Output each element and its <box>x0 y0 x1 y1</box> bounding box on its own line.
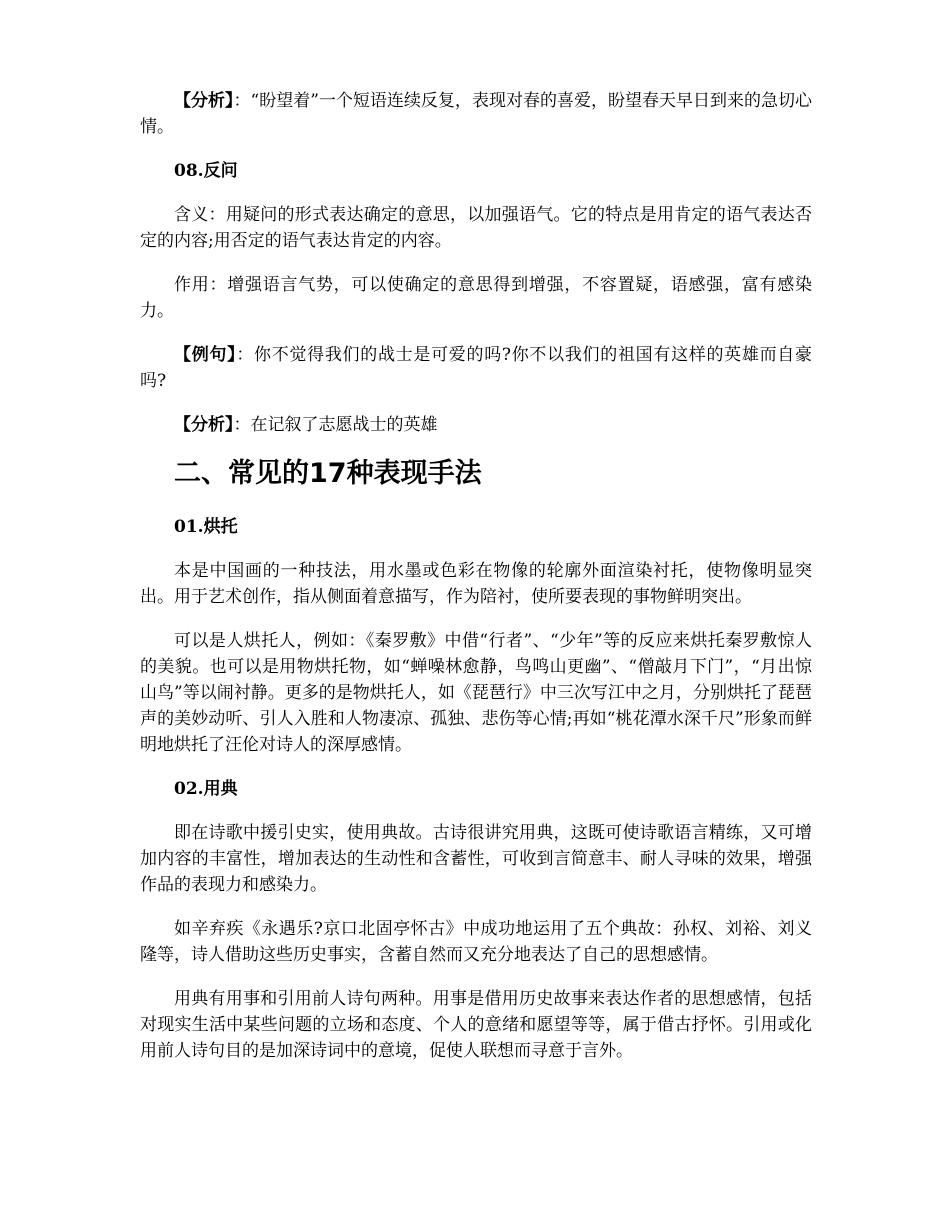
allusion-paragraph-2: 如辛弃疾《永遇乐?京口北固亭怀古》中成功地运用了五个典故：孙权、刘裕、刘义隆等，诗人借助这些历史事实，含蓄自然而又充分地表达了自己的思想感情。 <box>140 919 812 965</box>
analysis-label: 【分析】 <box>174 91 234 111</box>
analysis-text: ：“盼望着”一个短语连续反复，表现对春的喜爱，盼望春天早日到来的急切心情。 <box>140 91 812 137</box>
meaning-paragraph: 含义：用疑问的形式表达确定的意思，以加强语气。它的特点是用肯定的语气表达否定的内容;用否定的语气表达肯定的内容。 <box>140 205 812 251</box>
section-title: 二、常见的17种表现手法 <box>174 458 482 489</box>
example-text: ：你不觉得我们的战士是可爱的吗?你不以我们的祖国有这样的英雄而自豪吗? <box>140 345 812 391</box>
allusion-paragraph-1: 即在诗歌中援引史实，使用典故。古诗很讲究用典，这既可使诗歌语言精练，又可增加内容的丰富性，增加表达的生动性和含蓄性，可收到言简意丰、耐人寻味的效果，增强作品的表现力和感染力。 <box>140 823 812 895</box>
analysis-label-2: 【分析】 <box>174 415 234 435</box>
analysis-paragraph-2 <box>140 412 812 438</box>
document-page <box>140 88 812 1082</box>
subheading-foil: 01.烘托 <box>174 517 238 537</box>
analysis-paragraph <box>140 88 812 140</box>
example-label: 【例句】 <box>174 345 237 365</box>
subheading-rhetorical-question: 08.反问 <box>174 161 238 181</box>
analysis-text-2: ：在记叙了志愿战士的英雄 <box>233 415 438 435</box>
foil-paragraph-1: 本是中国画的一种技法，用水墨或色彩在物像的轮廓外面渲染衬托，使物像明显突出。用于艺术创作，指从侧面着意描写，作为陪衬，使所要表现的事物鲜明突出。 <box>140 561 812 607</box>
example-paragraph <box>140 342 812 394</box>
foil-paragraph-2: 可以是人烘托人，例如：《秦罗敷》中借“行者”、“少年”等的反应来烘托秦罗敷惊人的美貌。也可以是用物烘托物，如“蝉噪林愈静，鸟鸣山更幽”、“僧敲月下门”，“月出惊山鸟”等以闹衬静。更多的是物烘托人，如《琵琶行》中三次写江中之月，分别烘托了琵琶声的美妙动听、引人入胜和人物凄凉、孤独、悲伤等心情;再如“桃花潭水深千尺”形象而鲜明地烘托了汪伦对诗人的深厚感情。 <box>140 631 812 755</box>
effect-paragraph: 作用：增强语言气势，可以使确定的意思得到增强，不容置疑，语感强，富有感染力。 <box>140 275 812 321</box>
subheading-allusion: 02.用典 <box>174 779 238 799</box>
allusion-paragraph-3: 用典有用事和引用前人诗句两种。用事是借用历史故事来表达作者的思想感情，包括对现实生活中某些问题的立场和态度、个人的意绪和愿望等等，属于借古抒怀。引用或化用前人诗句目的是加深诗词中的意境，促使人联想而寻意于言外。 <box>140 989 812 1061</box>
